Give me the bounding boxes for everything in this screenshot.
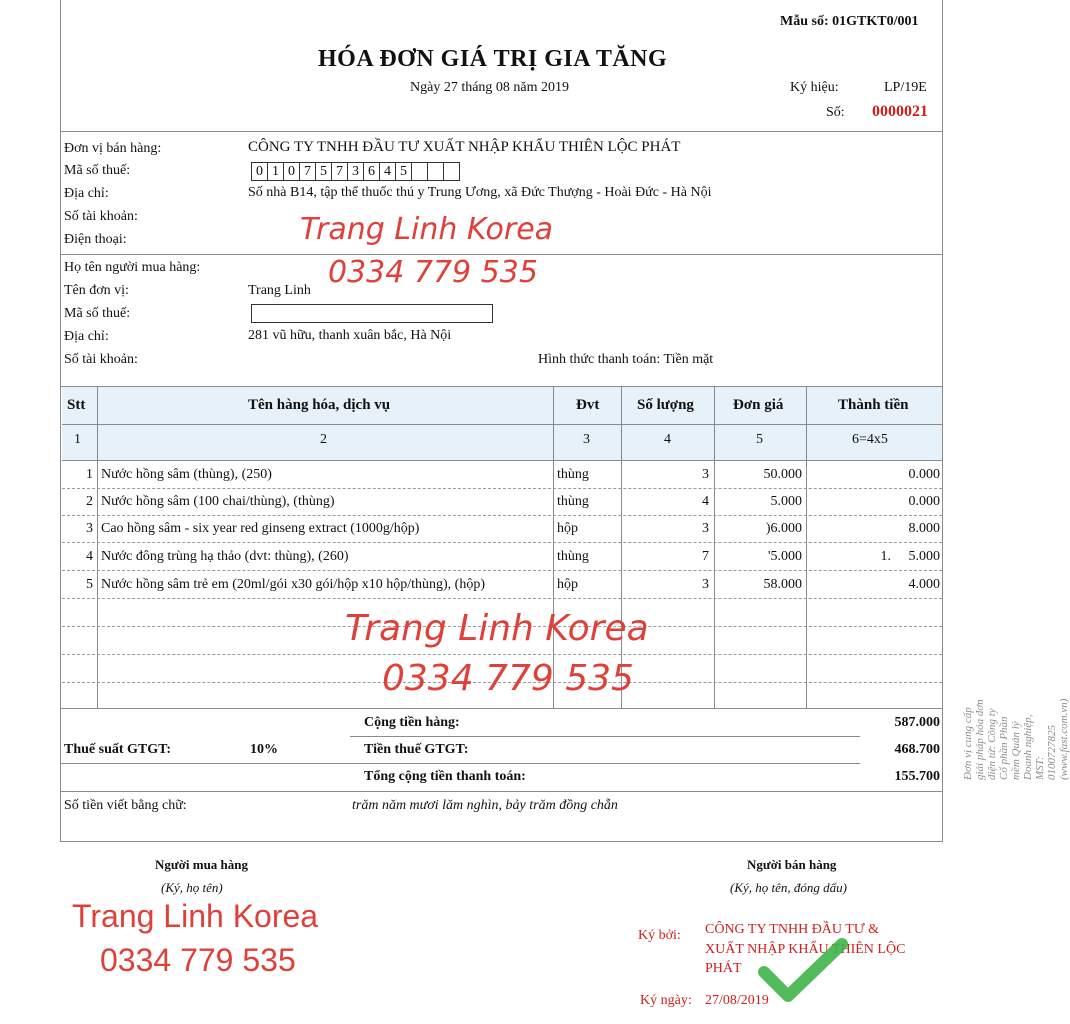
subtotal-label: Cộng tiền hàng: <box>364 715 460 730</box>
watermark-name: Trang Linh Korea <box>345 608 649 649</box>
item-name: Nước hồng sâm (100 chai/thùng), (thùng) <box>101 494 335 509</box>
template-number: Mẫu số: 01GTKT0/001 <box>780 14 919 29</box>
grand-total-label: Tổng cộng tiền thanh toán: <box>364 769 526 784</box>
invoice-title: HÓA ĐƠN GIÁ TRỊ GIA TĂNG <box>318 46 668 72</box>
item-name: Nước đông trùng hạ thảo (dvt: thùng), (260) <box>101 549 349 564</box>
invoice-date: Ngày 27 tháng 08 năm 2019 <box>410 80 570 95</box>
buyer-tax-code-box <box>251 304 493 323</box>
seller-tax-label: Mã số thuế: <box>64 163 131 178</box>
amount-in-words-label: Số tiền viết bằng chữ: <box>64 798 187 813</box>
seller-phone-label: Điện thoại: <box>64 232 127 247</box>
symbol-label: Ký hiệu: <box>790 80 839 95</box>
buyer-tax-label: Mã số thuế: <box>64 306 131 321</box>
buyer-name-label: Họ tên người mua hàng: <box>64 260 201 275</box>
item-name: Nước hồng sâm (thùng), (250) <box>101 467 272 482</box>
invoice-number: 0000021 <box>872 103 928 120</box>
seller-unit-value: CÔNG TY TNHH ĐẦU TƯ XUẤT NHẬP KHẨU THIÊN LỘC PHÁT <box>248 139 681 155</box>
divider <box>350 736 860 737</box>
watermark-phone: 0334 779 535 <box>328 255 538 290</box>
checkmark-icon <box>758 938 848 1004</box>
col-header-unit: Đvt <box>576 397 600 413</box>
signed-date-label: Ký ngày: <box>640 993 692 1008</box>
seller-unit-label: Đơn vị bán hàng: <box>64 141 162 156</box>
buyer-signature-title: Người mua hàng <box>155 857 249 872</box>
grand-total-value: 155.700 <box>894 769 940 784</box>
col-header-stt: Stt <box>67 397 86 413</box>
index-cell: 1 <box>74 432 81 447</box>
col-header-name: Tên hàng hóa, dịch vụ <box>248 397 391 413</box>
col-header-price: Đơn giá <box>733 397 784 413</box>
table-border <box>60 386 943 387</box>
seller-account-label: Số tài khoản: <box>64 209 138 224</box>
divider <box>60 763 860 764</box>
divider <box>60 791 943 792</box>
buyer-signature-note: (Ký, họ tên) <box>161 880 223 895</box>
seller-signature-note: (Ký, họ tên, đóng dấu) <box>730 880 847 895</box>
col-divider <box>97 386 98 708</box>
seller-address-value: Số nhà B14, tập thể thuốc thú y Trung Ương, xã Đức Thượng - Hoài Đức - Hà Nội <box>248 185 712 200</box>
col-divider <box>714 386 715 708</box>
amount-in-words-value: trăm năm mươi lăm nghìn, bảy trăm đồng chẵn <box>352 798 618 813</box>
table-border <box>62 460 942 461</box>
index-cell: 2 <box>320 432 327 447</box>
index-cell: 4 <box>664 432 671 447</box>
item-name: Cao hồng sâm - six year red ginseng extract (1000g/hộp) <box>101 521 420 536</box>
index-cell: 6=4x5 <box>852 432 888 447</box>
signed-by-line: CÔNG TY TNHH ĐẦU TƯ & <box>705 922 880 937</box>
index-cell: 5 <box>756 432 763 447</box>
table-border <box>62 424 942 425</box>
watermark-name: Trang Linh Korea <box>300 212 554 247</box>
seller-tax-code: 0 1 0 7 5 7 3 6 4 5 <box>251 162 459 181</box>
vat-rate-value: 10% <box>250 742 278 757</box>
watermark-name: Trang Linh Korea <box>72 898 319 934</box>
signed-by-label: Ký bởi: <box>638 928 681 943</box>
divider <box>60 131 943 132</box>
signed-by-line: PHÁT <box>705 961 742 976</box>
seller-address-label: Địa chỉ: <box>64 186 109 201</box>
item-name: Nước hồng sâm trẻ em (20ml/gói x30 gói/hộp x10 hộp/thùng), (hộp) <box>101 577 486 592</box>
seller-signature-title: Người bán hàng <box>747 857 837 872</box>
subtotal-value: 587.000 <box>894 715 940 730</box>
buyer-address-label: Địa chỉ: <box>64 329 109 344</box>
col-header-qty: Số lượng <box>637 397 694 413</box>
signed-date-value: 27/08/2019 <box>705 993 769 1008</box>
payment-method: Hình thức thanh toán: Tiền mặt <box>538 352 714 367</box>
provider-side-note: Đơn vị cung cấp giải pháp hóa đơn điện tử: Công ty Cổ phần Phần mềm Quản lý Doanh nghiệp, MST: 0100727825 (www.fast.com.vn) <box>962 698 1070 780</box>
signed-by-line: XUẤT NHẬP KHẨU THIÊN LỘC <box>705 942 906 957</box>
vat-label: Tiền thuế GTGT: <box>364 742 469 757</box>
buyer-address-value: 281 vũ hữu, thanh xuân bắc, Hà Nội <box>248 328 452 343</box>
vat-value: 468.700 <box>894 742 940 757</box>
symbol-value: LP/19E <box>884 80 927 95</box>
buyer-unit-label: Tên đơn vị: <box>64 283 129 298</box>
table-header-bg <box>62 386 942 460</box>
table-border <box>60 708 943 709</box>
watermark-phone: 0334 779 535 <box>100 942 296 978</box>
buyer-unit-value: Trang Linh <box>248 283 311 298</box>
number-label: Số: <box>826 105 845 120</box>
watermark-phone: 0334 779 535 <box>382 658 634 699</box>
index-cell: 3 <box>583 432 590 447</box>
col-header-total: Thành tiền <box>838 397 909 413</box>
buyer-account-label: Số tài khoản: <box>64 352 138 367</box>
vat-rate-label: Thuế suất GTGT: <box>64 742 172 757</box>
col-divider <box>806 386 807 708</box>
